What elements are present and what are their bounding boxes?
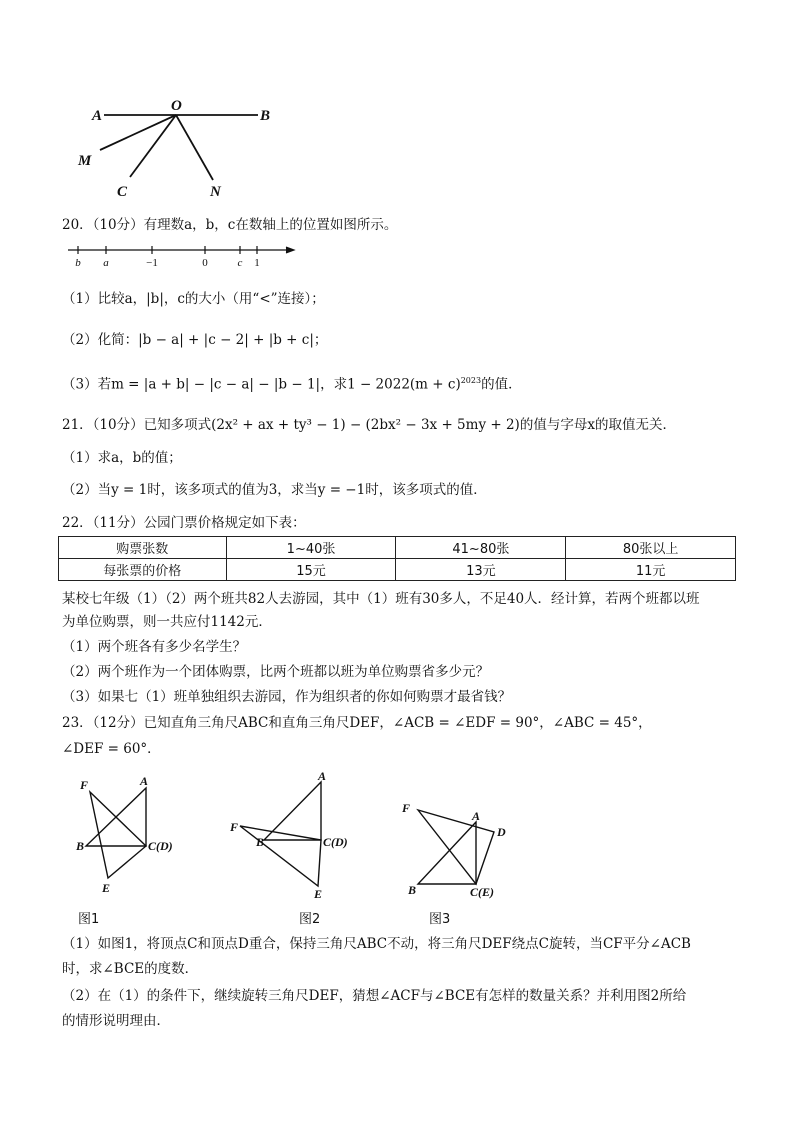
table-cell: 购票张数 [59,537,227,559]
q22-desc-line2: 为单位购票，则一共应付1142元． [62,614,272,630]
table-row [59,559,736,581]
q23-part2-line1: （2）在（1）的条件下，继续旋转三角尺DEF，猜想∠ACF与∠BCE有怎样的数量关系？并利用图2所给 [62,988,687,1004]
label-M: M [78,153,92,169]
figure-2 [226,768,366,900]
q23-part1-line1: （1）如图1，将顶点C和顶点D重合，保持三角尺ABC不动，将三角尺DEF绕点C旋转，当CF平分∠ACB [62,936,691,952]
fig2-label-B: B [256,835,265,849]
q20-part2: （2）化简：|b − a| + |c − 2| + |b + c|； [62,332,328,348]
label-B: B [260,108,271,124]
table-row [59,537,736,559]
label-N: N [210,184,221,200]
q20-part3 [62,372,522,394]
fig3-caption: 图3 [429,912,451,927]
q20-header: 20．（10分）有理数a，b，c在数轴上的位置如图所示。 [62,217,398,233]
q22-desc-line1: 某校七年级（1）（2）两个班共82人去游园，其中（1）班有30多人，不足40人．经计算，若两个班都以班 [62,591,700,607]
fig3-label-F: F [402,801,411,815]
q23-header-line2: ∠DEF = 60°． [62,741,161,757]
fig3-label-D: D [497,825,506,839]
table-cell: 每张票的价格 [59,559,227,581]
q20-part3-tail: 的值． [481,376,522,393]
table-cell: 11元 [566,559,736,581]
number-line [66,244,302,270]
table-cell: 41~80张 [396,537,566,559]
figure-1 [70,770,210,896]
q23-header-line1: 23．（12分）已知直角三角尺ABC和直角三角尺DEF，∠ACB = ∠EDF = 90°，∠ABC = 45°， [62,715,652,731]
fig3-label-A: A [472,809,481,823]
fig2-label-C: C(D) [323,835,348,849]
table-cell: 13元 [396,559,566,581]
table-cell: 80张以上 [566,537,736,559]
angle-figure [70,92,290,204]
fig1-label-A: A [140,774,149,788]
fig1-label-F: F [80,778,89,792]
fig2-caption: 图2 [299,912,321,927]
fig2-label-A: A [318,769,327,783]
q23-part1-line2: 时，求∠BCE的度数． [62,961,199,977]
table-cell: 1~40张 [226,537,396,559]
nl-zero: 0 [202,257,208,269]
label-A: A [92,108,103,124]
nl-a: a [103,257,109,269]
table-cell: 15元 [226,559,396,581]
q20-part1: （1）比较a，|b|，c的大小（用“<”连接）； [62,291,325,307]
label-C: C [117,184,128,200]
fig3-label-C: C(E) [470,885,494,899]
fig1-label-C: C(D) [148,839,173,853]
nl-b: b [75,257,81,269]
fig1-label-E: E [102,881,111,895]
fig2-label-F: F [230,820,239,834]
nl-one: 1 [254,257,260,269]
q22-header: 22．（11分）公园门票价格规定如下表： [62,515,306,531]
q22-part3: （3）如果七（1）班单独组织去游园，作为组织者的你如何购票才最省钱？ [62,689,512,705]
q21-header: 21．（10分）已知多项式(2x² + ax + ty³ − 1) − (2bx² − 3x + 5my + 2)的值与字母x的取值无关． [62,417,676,433]
fig3-label-B: B [408,883,417,897]
nl-c: c [237,257,243,269]
label-O: O [171,98,182,114]
fig1-label-B: B [76,839,85,853]
q22-part2: （2）两个班作为一个团体购票，比两个班都以班为单位购票省多少元？ [62,664,490,680]
q20-part3-exponent: 2023 [460,376,482,385]
ticket-price-table [58,536,736,581]
q21-part2: （2）当y = 1时，该多项式的值为3，求当y = −1时，该多项式的值． [62,482,487,498]
fig2-label-E: E [314,887,323,900]
q20-part3-main: （3）若m = |a + b| − |c − a| − |b − 1|，求1 − 2022(m + c) [62,376,461,393]
q22-part1: （1）两个班各有多少名学生？ [62,639,247,655]
fig1-caption: 图1 [78,912,100,927]
nl-neg1: −1 [146,257,158,269]
figure-3 [400,796,520,900]
q21-part1: （1）求a，b的值； [62,450,182,466]
q23-part2-line2: 的情形说明理由． [62,1013,170,1029]
